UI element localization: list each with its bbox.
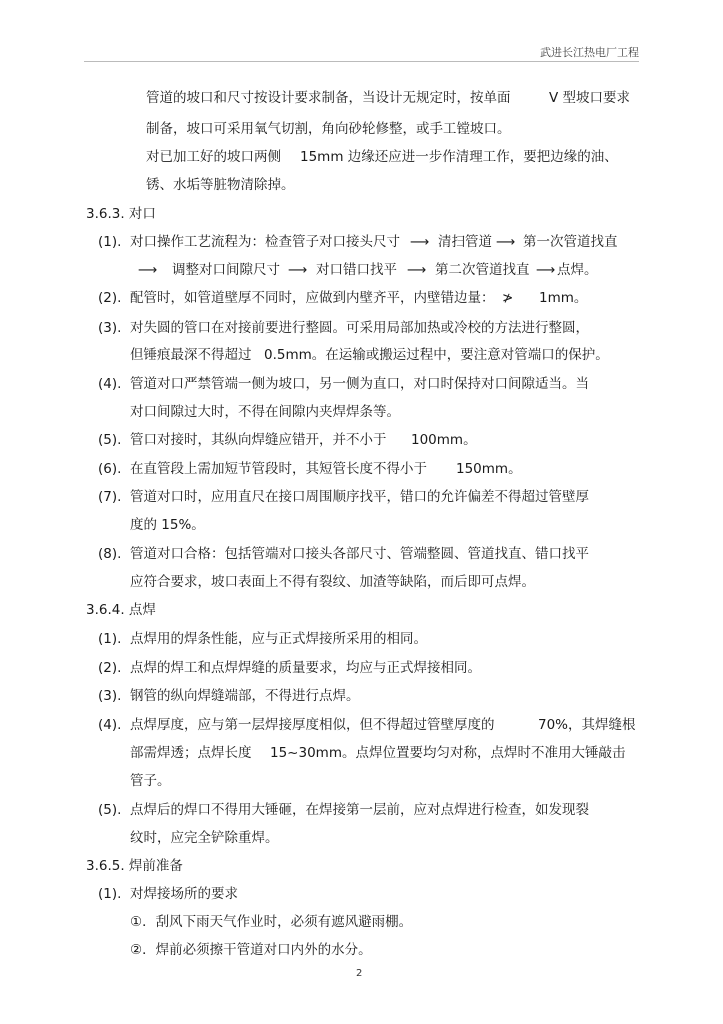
list-item-text: 15~30mm。点焊位置要均匀对称，点焊时不准用大锤敲击: [270, 745, 626, 761]
list-item-text: 部需焊透；点焊长度: [130, 745, 252, 761]
list-number: (1).: [98, 234, 122, 250]
flow-step: 第一次管道找直: [523, 234, 618, 250]
list-item-text: 应符合要求，坡口表面上不得有裂纹、加渣等缺陷，而后即可点焊。: [130, 574, 535, 590]
list-item-text: 配管时，如管道壁厚不同时，应做到内壁齐平，内壁错边量：: [130, 290, 495, 306]
list-item-text: 在直管段上需加短节管段时，其短管长度不得小于: [130, 461, 427, 477]
list-number: (1).: [98, 886, 122, 902]
list-item-text: 150mm。: [456, 461, 522, 477]
flow-arrow-icon: ⟶: [288, 262, 308, 278]
list-item-text: 对焊接场所的要求: [130, 886, 238, 902]
not-greater-than-symbol: ≯: [502, 290, 514, 306]
sub-item: ①．刮风下雨天气作业时，必须有遮风避雨棚。: [130, 914, 413, 930]
list-item-text: 管子。: [130, 773, 171, 789]
paragraph-line: 对已加工好的坡口两侧: [146, 149, 281, 165]
list-item-text: 管口对接时，其纵向焊缝应错开，并不小于: [130, 432, 387, 448]
list-item-text: 管道对口合格：包括管端对口接头各部尺寸、管端整圆、管道找直、错口找平: [130, 546, 589, 562]
flow-step: 对口错口找平: [316, 262, 397, 278]
list-item-text: 点焊用的焊条性能，应与正式焊接所采用的相同。: [130, 631, 427, 647]
list-number: (2).: [98, 660, 122, 676]
list-item-text: 管道对口严禁管端一侧为坡口，另一侧为直口，对口时保持对口间隙适当。当: [130, 376, 589, 392]
list-item-text: 70%，其焊缝根: [538, 717, 636, 733]
section-heading: 3.6.3. 对口: [86, 206, 156, 222]
paragraph-line: 管道的坡口和尺寸按设计要求制备，当设计无规定时，按单面: [146, 90, 511, 106]
list-item-text: 度的 15%。: [130, 517, 205, 533]
paragraph-line: 锈、水垢等脏物清除掉。: [146, 177, 295, 193]
list-item-text: 对口间隙过大时，不得在间隙内夹焊焊条等。: [130, 404, 400, 420]
list-number: (4).: [98, 717, 122, 733]
flow-arrow-icon: ⟶: [407, 262, 427, 278]
list-item-text: 对口操作工艺流程为：检查管子对口接头尺寸: [130, 234, 400, 250]
page-header-title: 武进长江热电厂工程: [540, 46, 639, 59]
page-number: 2: [356, 968, 363, 979]
list-number: (1).: [98, 631, 122, 647]
list-item-text: 点焊的焊工和点焊焊缝的质量要求，均应与正式焊接相同。: [130, 660, 481, 676]
list-number: (5).: [98, 432, 122, 448]
flow-step: 第二次管道找直: [435, 262, 530, 278]
flow-arrow-icon: ⟶: [138, 262, 158, 278]
list-number: (5).: [98, 802, 122, 818]
list-item-text: 100mm。: [411, 432, 477, 448]
list-item-text: 纹时，应完全铲除重焊。: [130, 830, 279, 846]
list-number: (8).: [98, 546, 122, 562]
flow-arrow-icon: ⟶: [496, 234, 516, 250]
list-number: (3).: [98, 320, 122, 336]
section-heading: 3.6.4. 点焊: [86, 602, 156, 618]
flow-arrow-icon: ⟶: [536, 262, 556, 278]
list-item-text: 但锤痕最深不得超过: [130, 347, 252, 363]
list-number: (3).: [98, 688, 122, 704]
header-rule: [84, 61, 639, 62]
section-heading: 3.6.5. 焊前准备: [86, 858, 183, 874]
flow-step: 清扫管道: [438, 234, 492, 250]
list-item-text: 点焊后的焊口不得用大锤砸，在焊接第一层前，应对点焊进行检查，如发现裂: [130, 802, 589, 818]
paragraph-line: 制备，坡口可采用氧气切割，角向砂轮修整，或手工镗坡口。: [146, 121, 511, 137]
list-item-text: 0.5mm。在运输或搬运过程中，要注意对管端口的保护。: [264, 347, 609, 363]
flow-step: 调整对口间隙尺寸: [172, 262, 280, 278]
list-number: (4).: [98, 376, 122, 392]
sub-item: ②．焊前必须擦干管道对口内外的水分。: [130, 942, 372, 958]
flow-step: 点焊。: [557, 262, 598, 278]
list-item-text: 管道对口时，应用直尺在接口周围顺序找平，错口的允许偏差不得超过管壁厚: [130, 489, 589, 505]
list-item-text: 钢管的纵向焊缝端部，不得进行点焊。: [130, 688, 360, 704]
paragraph-line: 15mm 边缘还应进一步作清理工作，要把边缘的油、: [300, 149, 618, 165]
paragraph-line: V 型坡口要求: [549, 90, 631, 106]
list-item-text: 1mm。: [539, 290, 588, 306]
flow-arrow-icon: ⟶: [410, 234, 430, 250]
list-number: (7).: [98, 489, 122, 505]
list-number: (6).: [98, 461, 122, 477]
list-number: (2).: [98, 290, 122, 306]
list-item-text: 点焊厚度，应与第一层焊接厚度相似，但不得超过管壁厚度的: [130, 717, 495, 733]
list-item-text: 对失圆的管口在对接前要进行整圆。可采用局部加热或冷校的方法进行整圆，: [130, 320, 589, 336]
